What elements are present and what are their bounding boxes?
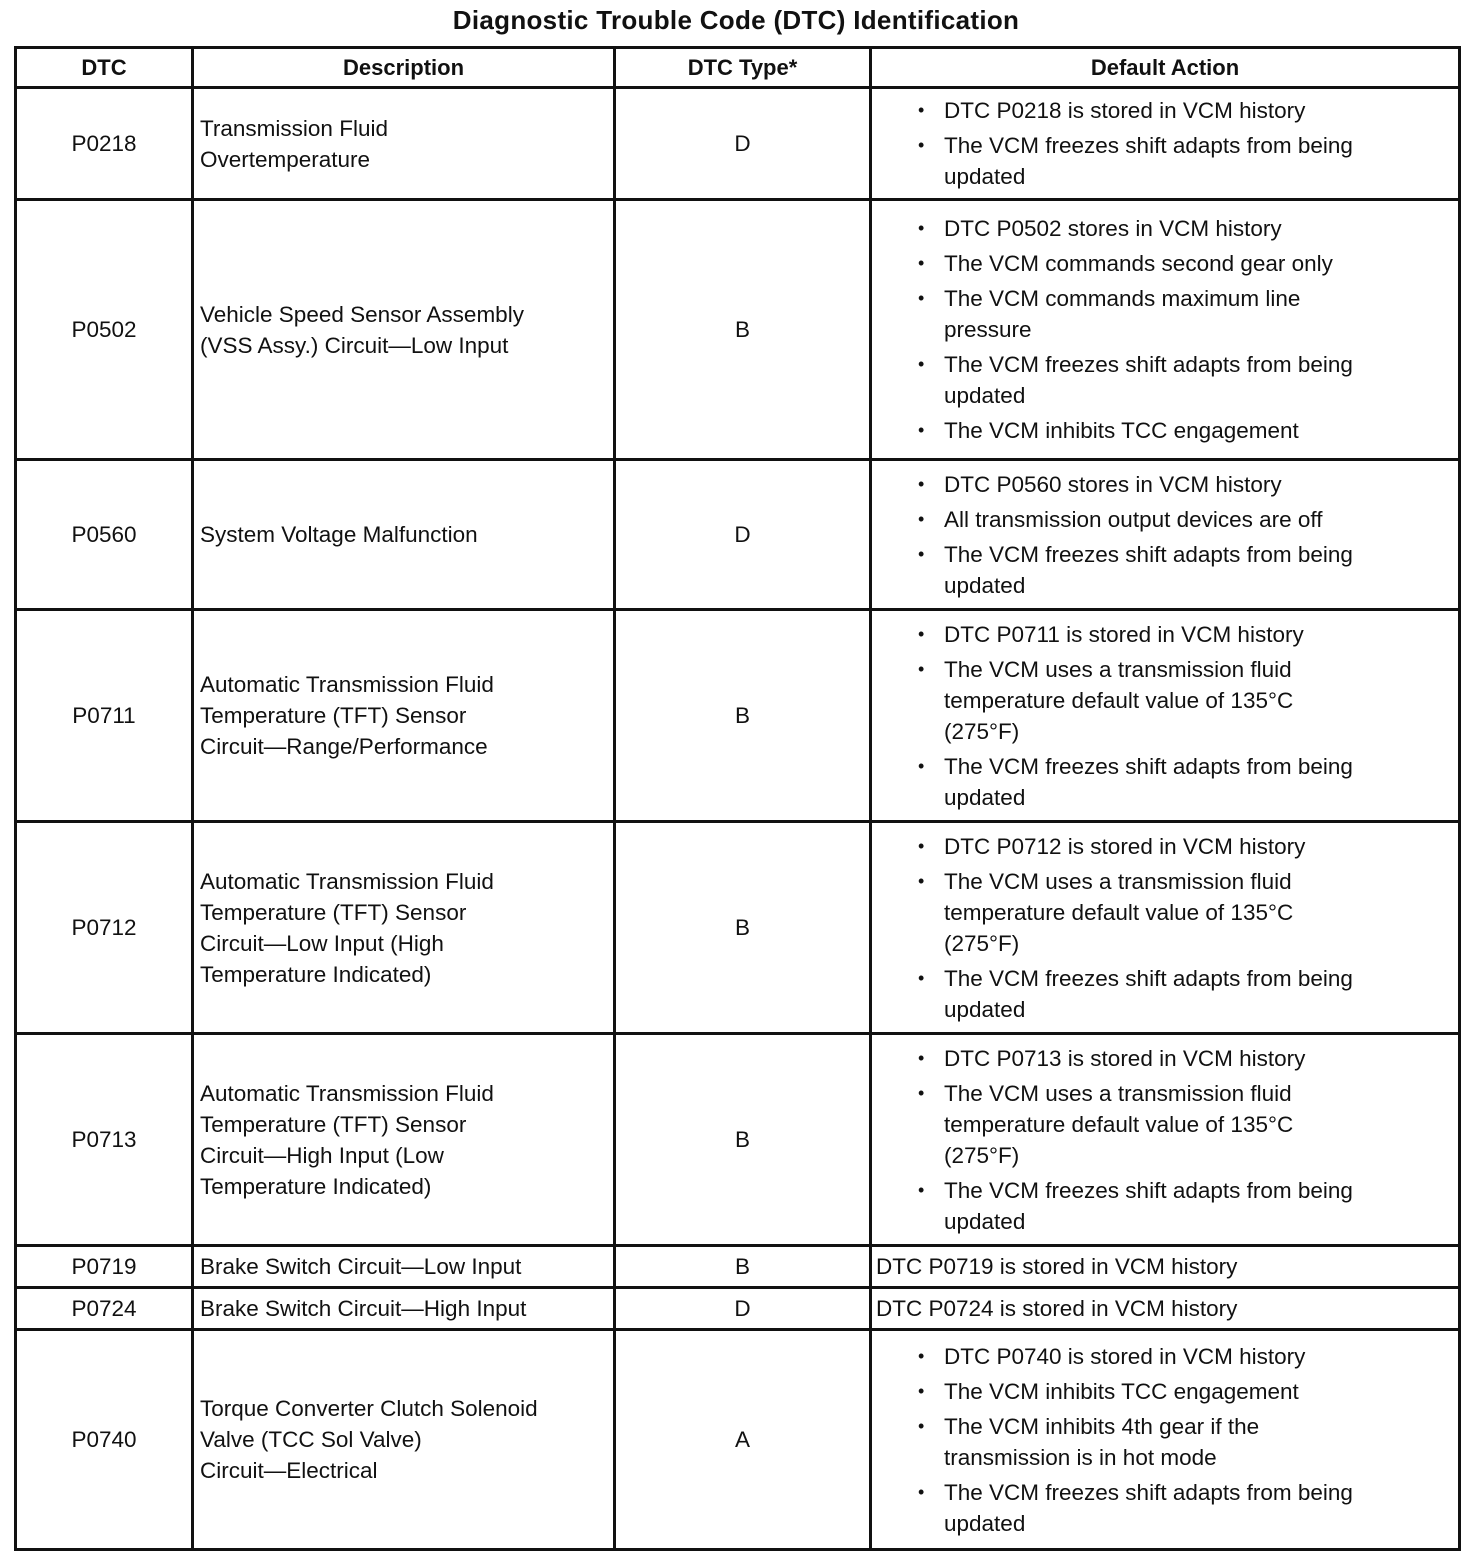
dtc-type: A	[615, 1330, 871, 1550]
action-item: • DTC P0713 is stored in VCM history	[918, 1045, 1306, 1071]
dtc-description: Brake Switch Circuit—Low Input	[193, 1246, 615, 1288]
action-item: • DTC P0711 is stored in VCM history	[918, 621, 1304, 647]
action-item: • The VCM freezes shift adapts from being updated	[918, 1177, 1353, 1234]
header-default-action: Default Action	[871, 48, 1460, 88]
dtc-code: P0712	[16, 822, 193, 1034]
dtc-code: P0724	[16, 1288, 193, 1330]
dtc-description: Automatic Transmission Fluid Temperature (TFT) Sensor Circuit—Range/Performance	[193, 610, 615, 822]
action-item: • The VCM freezes shift adapts from being updated	[918, 133, 1353, 189]
action-item: • The VCM freezes shift adapts from being updated	[918, 352, 1353, 408]
dtc-type: B	[615, 1246, 871, 1288]
dtc-description: Vehicle Speed Sensor Assembly (VSS Assy.) Circuit—Low Input	[193, 200, 615, 460]
default-action	[871, 1034, 1460, 1246]
dtc-code: P0740	[16, 1330, 193, 1550]
dtc-type: D	[615, 88, 871, 200]
dtc-type: B	[615, 200, 871, 460]
table-row	[16, 1034, 1460, 1246]
default-action: DTC P0724 is stored in VCM history	[871, 1288, 1460, 1330]
table-header-row	[16, 48, 1460, 88]
default-action	[871, 822, 1460, 1034]
table-row	[16, 822, 1460, 1034]
dtc-description: Automatic Transmission Fluid Temperature (TFT) Sensor Circuit—Low Input (High Temperature Indicated)	[193, 822, 615, 1034]
dtc-description: Automatic Transmission Fluid Temperature (TFT) Sensor Circuit—High Input (Low Temperature Indicated)	[193, 1034, 615, 1246]
table-row	[16, 1288, 1460, 1330]
dtc-code: P0502	[16, 200, 193, 460]
table-row	[16, 1330, 1460, 1550]
default-action: DTC P0719 is stored in VCM history	[871, 1246, 1460, 1288]
header-dtc-type: DTC Type*	[615, 48, 871, 88]
table-row	[16, 200, 1460, 460]
dtc-description: System Voltage Malfunction	[193, 460, 615, 610]
action-item: • DTC P0712 is stored in VCM history	[918, 833, 1306, 859]
action-item: • The VCM uses a transmission fluid temperature default value of 135°C (275°F)	[918, 656, 1294, 744]
action-item: • DTC P0740 is stored in VCM history	[918, 1343, 1306, 1369]
default-action	[871, 88, 1460, 200]
action-item: • The VCM freezes shift adapts from being updated	[918, 541, 1353, 598]
action-item: • The VCM inhibits 4th gear if the transmission is in hot mode	[918, 1413, 1260, 1470]
table-row	[16, 88, 1460, 200]
action-item: • The VCM freezes shift adapts from being updated	[918, 965, 1353, 1022]
table-row	[16, 1246, 1460, 1288]
dtc-code: P0713	[16, 1034, 193, 1246]
dtc-type: B	[615, 822, 871, 1034]
action-item: • DTC P0560 stores in VCM history	[918, 471, 1282, 497]
default-action	[871, 200, 1460, 460]
page-title: Diagnostic Trouble Code (DTC) Identification	[452, 5, 1020, 35]
action-item: • DTC P0502 stores in VCM history	[918, 216, 1282, 241]
header-dtc: DTC	[16, 48, 193, 88]
table-row	[16, 610, 1460, 822]
dtc-type: B	[615, 1034, 871, 1246]
action-item: • The VCM freezes shift adapts from being updated	[918, 753, 1353, 810]
action-item: • All transmission output devices are off	[918, 506, 1323, 532]
default-action	[871, 610, 1460, 822]
action-item: • The VCM commands second gear only	[918, 251, 1333, 276]
action-item: • The VCM freezes shift adapts from being updated	[918, 1479, 1353, 1536]
action-item: • The VCM uses a transmission fluid temperature default value of 135°C (275°F)	[918, 1080, 1294, 1168]
dtc-description: Torque Converter Clutch Solenoid Valve (TCC Sol Valve) Circuit—Electrical	[193, 1330, 615, 1550]
action-item: • The VCM commands maximum line pressure	[918, 286, 1301, 342]
action-item: • The VCM inhibits TCC engagement	[918, 418, 1299, 443]
default-action	[871, 1330, 1460, 1550]
dtc-type: D	[615, 460, 871, 610]
dtc-type: B	[615, 610, 871, 822]
dtc-type: D	[615, 1288, 871, 1330]
dtc-code: P0218	[16, 88, 193, 200]
dtc-description: Brake Switch Circuit—High Input	[193, 1288, 615, 1330]
table-row	[16, 460, 1460, 610]
action-item: • DTC P0218 is stored in VCM history	[918, 98, 1306, 123]
default-action	[871, 460, 1460, 610]
dtc-code: P0719	[16, 1246, 193, 1288]
header-description: Description	[193, 48, 615, 88]
action-item: • The VCM uses a transmission fluid temperature default value of 135°C (275°F)	[918, 868, 1294, 956]
dtc-code: P0711	[16, 610, 193, 822]
action-item: • The VCM inhibits TCC engagement	[918, 1378, 1299, 1404]
dtc-code: P0560	[16, 460, 193, 610]
dtc-description: Transmission Fluid Overtemperature	[193, 88, 615, 200]
dtc-table	[14, 46, 1461, 1551]
